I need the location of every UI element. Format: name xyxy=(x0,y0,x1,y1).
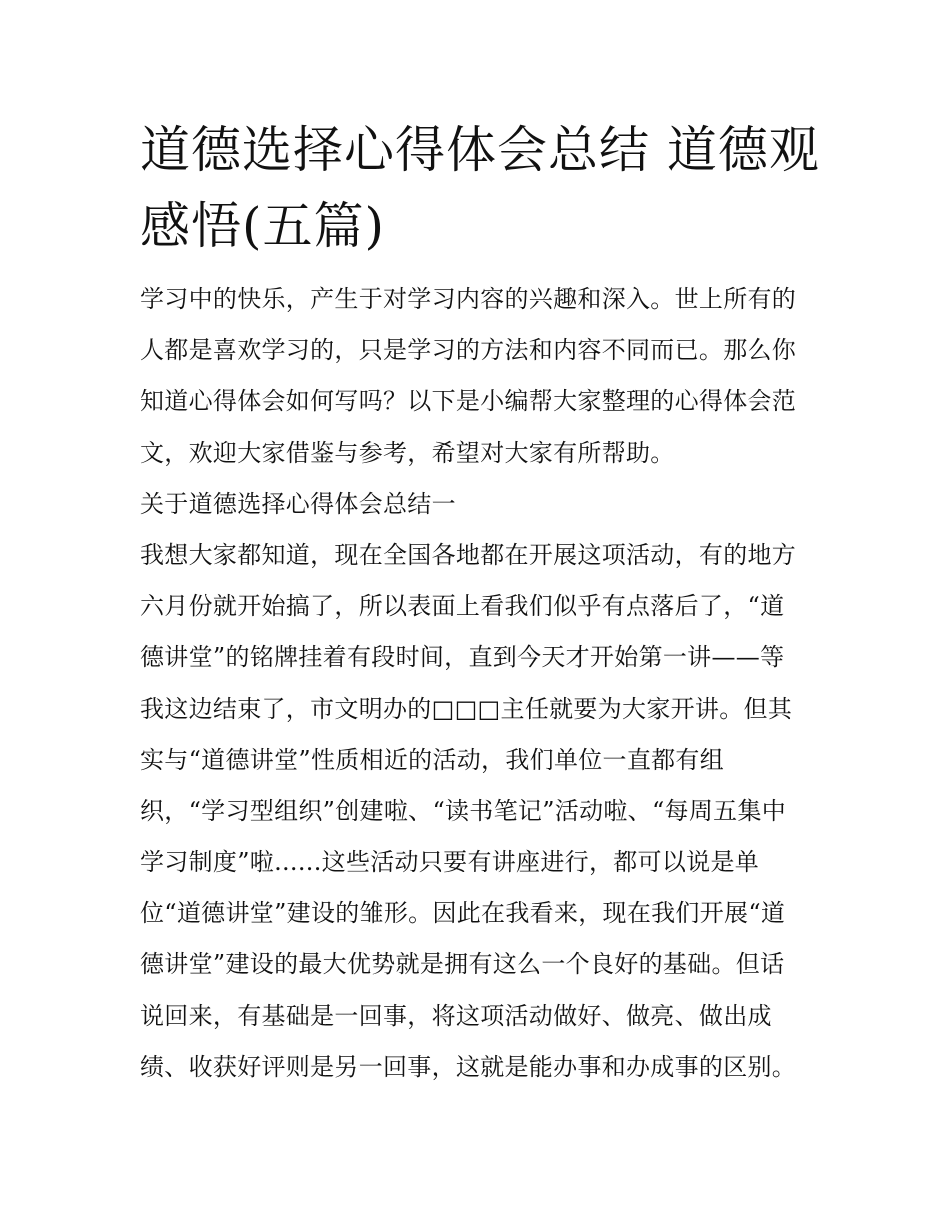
text-line: 织，“学习型组织”创建啦、“读书笔记”活动啦、“每周五集中 xyxy=(140,796,787,825)
text-line: 学习中的快乐，产生于对学习内容的兴趣和深入。世上所有的 xyxy=(140,285,797,313)
title-line-1: 道德选择心得体会总结 道德观 xyxy=(140,121,820,179)
text-line: 人都是喜欢学习的，只是学习的方法和内容不同而已。那么你 xyxy=(140,336,797,365)
text-line: 实与“道德讲堂”性质相近的活动，我们单位一直都有组 xyxy=(140,745,725,774)
document-title xyxy=(140,112,820,264)
text-line: 说回来，有基础是一回事，将这项活动做好、做亮、做出成 xyxy=(140,1001,772,1030)
text-line: 我想大家都知道，现在全国各地都在开展这项活动，有的地方 xyxy=(140,540,797,569)
text-line: 德讲堂”的铭牌挂着有段时间，直到今天才开始第一讲——等 xyxy=(140,643,785,672)
text-line: 德讲堂”建设的最大优势就是拥有这么一个良好的基础。但话 xyxy=(140,950,785,979)
title-line-2: 感悟(五篇) xyxy=(140,197,386,255)
text-line: 文，欢迎大家借鉴与参考，希望对大家有所帮助。 xyxy=(140,438,675,467)
text-line: 知道心得体会如何写吗？以下是小编帮大家整理的心得体会范 xyxy=(140,387,797,416)
text-line: 学习制度”啦......这些活动只要有讲座进行，都可以说是单 xyxy=(140,848,760,877)
body-text xyxy=(140,274,820,1093)
text-line: 绩、收获好评则是另一回事，这就是能办事和办成事的区别。 xyxy=(140,1052,797,1081)
text-line: 我这边结束了，市文明办的□□□主任就要为大家开讲。但其 xyxy=(140,694,793,723)
text-line: 六月份就开始搞了，所以表面上看我们似乎有点落后了，“道 xyxy=(140,592,785,621)
section-heading: 关于道德选择心得体会总结一 xyxy=(140,489,456,518)
text-line: 位“道德讲堂”建设的雏形。因此在我看来，现在我们开展“道 xyxy=(140,899,786,928)
